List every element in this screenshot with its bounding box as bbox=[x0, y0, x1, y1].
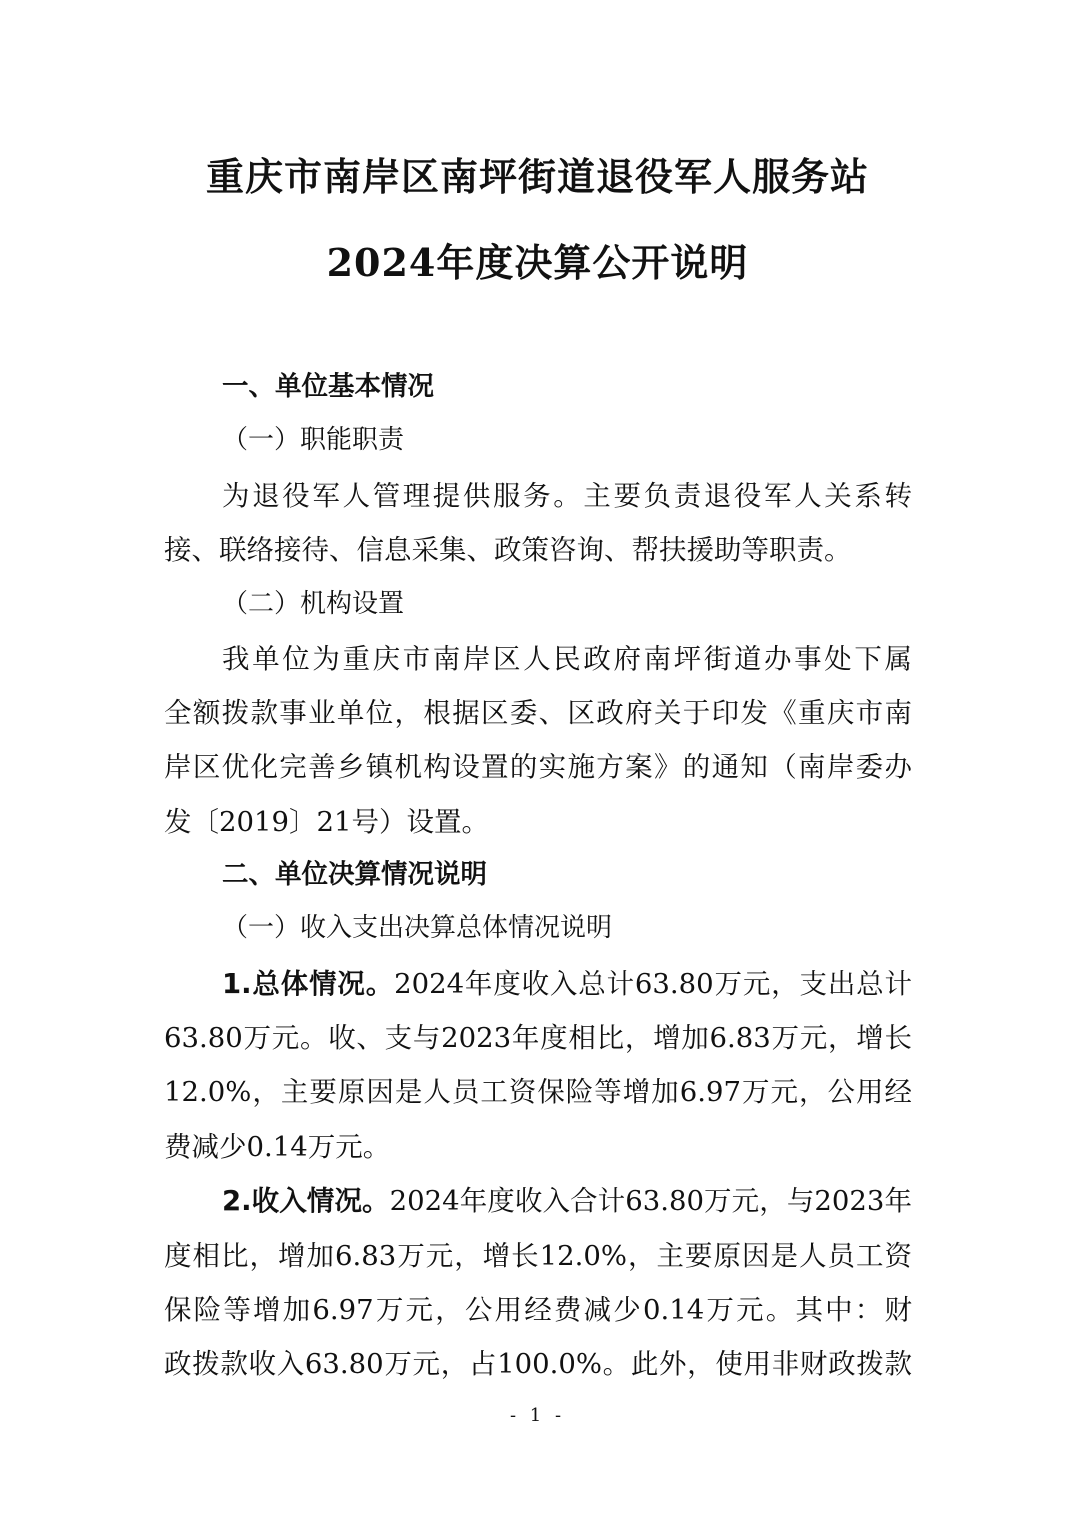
paragraph-line: 发〔2019〕21号）设置。 bbox=[164, 806, 489, 838]
section-2-heading: 二、单位决算情况说明 bbox=[222, 859, 487, 890]
paragraph-line bbox=[222, 964, 912, 1004]
paragraph-line: 度相比，增加6.83万元，增长12.0%，主要原因是人员工资 bbox=[164, 1240, 912, 1272]
paragraph-line: 接、联络接待、信息采集、政策咨询、帮扶援助等职责。 bbox=[164, 534, 852, 566]
document-title-line-1: 重庆市南岸区南坪街道退役军人服务站 bbox=[205, 154, 869, 199]
paragraph-line: 政拨款收入63.80万元，占100.0%。此外，使用非财政拨款 bbox=[164, 1348, 912, 1380]
paragraph-line: 岸区优化完善乡镇机构设置的实施方案》的通知（南岸委办 bbox=[164, 751, 912, 783]
paragraph-line: 我单位为重庆市南岸区人民政府南坪街道办事处下属 bbox=[222, 643, 912, 675]
section-1-heading: 一、单位基本情况 bbox=[222, 371, 434, 402]
paragraph-lead: 1.总体情况。 bbox=[222, 968, 395, 1000]
page-number: - 1 - bbox=[509, 1405, 566, 1426]
paragraph-line: 费减少0.14万元。 bbox=[164, 1131, 391, 1163]
paragraph-line: 全额拨款事业单位，根据区委、区政府关于印发《重庆市南 bbox=[164, 697, 912, 729]
paragraph-text: 2024年度收入合计63.80万元，与2023年 bbox=[389, 1185, 912, 1217]
document-title-line-2: 2024年度决算公开说明 bbox=[326, 240, 749, 285]
paragraph-lead: 2.收入情况。 bbox=[222, 1185, 390, 1217]
paragraph-line bbox=[222, 1181, 912, 1221]
section-2-sub-1-heading: （一）收入支出决算总体情况说明 bbox=[222, 913, 613, 943]
paragraph-line: 保险等增加6.97万元，公用经费减少0.14万元。其中：财 bbox=[164, 1294, 912, 1326]
paragraph-line: 为退役军人管理提供服务。主要负责退役军人关系转 bbox=[222, 480, 912, 512]
paragraph-line: 12.0%，主要原因是人员工资保险等增加6.97万元，公用经 bbox=[164, 1076, 912, 1108]
section-1-sub-2-heading: （二）机构设置 bbox=[222, 589, 405, 619]
paragraph-text: 2024年度收入总计63.80万元，支出总计 bbox=[394, 968, 912, 1000]
paragraph-line: 63.80万元。收、支与2023年度相比，增加6.83万元，增长 bbox=[164, 1022, 912, 1054]
section-1-sub-1-heading: （一）职能职责 bbox=[222, 425, 405, 455]
